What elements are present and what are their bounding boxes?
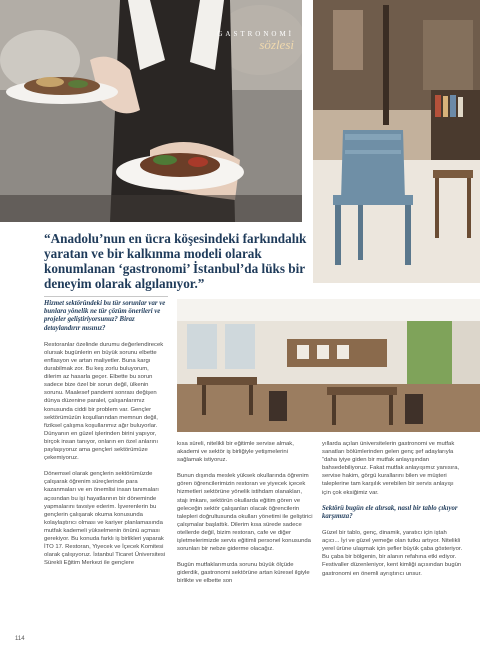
text-column-2 <box>177 440 313 594</box>
paragraph: kısa süreli, nitelikli bir eğitimle servise almak, akademi ve sektör iş birliğiyle yetişmelerini sağlamak istiyoruz. <box>177 441 294 464</box>
paragraph: Bunun dışında meslek yüksek okullarında öğrenim gören öğrencilerimizin restoran ve yiyecek içecek hizmetleri sektörüne yönelik istihdam olanakları, stajı imkanı, sektörün okullarda eğitim gören ve geleceğin sektör çalışanları olacak öğrencilerin talepleri doğrultusunda okulları yönetimi ile geliştirici çalışmalar başlattık. Dilerim kısa sürede sadece otellerde değil, bizim restoran, cafe ve diğer işletmelerimizde servis eğitimli personel konusunda sorunları bir nebze giderme olacağız. <box>177 473 313 553</box>
paragraph: Restoranlar özelinde durumu değerlendirecek olursak bugünlerin en büyük sorunu elbette enflasyon ve artan maliyetler. Buna kargı durabilmak zor. Bu keş zorlu buluyorum, dilerim az hasarla geçer. Elbette bu sorun sadece bize özel bir sorun değil, ülkenin sorunu. Maalesef pandemi sonrası değişen dünya düzenine paralel, çalışanlarımız konusunda ciddi bir problem var. Gençler sektörümüzün koşullarından memnun değil, fiziksel çalışma koşullarımız ağır buluyorlar. Dünyanın en güzel işlerinden birini yapıyor, birçok insan tanıyor, onların en özel anlarını paylaşıyoruz ama gençleri sektörümüze çekemiyoruz. <box>44 341 164 462</box>
magazine-brand: GASTRONOMİ <box>217 30 294 38</box>
paragraph: Güzel bir tablo, genç, dinamik, yaratıcı için iştah açıcı... İyi ve güzel yemeğe olan tutku artıyor. Nitelikli yerel ürüne ulaşmak için şefler büyük çaba gösteriyor. Bu çaba bir bölgenin, bir alanın refahına etki ediyor. Festivaller düzenleniyor, kent kimliği açısından bugün gastronomi en önemli ayrıştırıcı unsur. <box>322 530 463 577</box>
text-column-3 <box>322 440 463 586</box>
interview-question-1: Hizmet sektöründeki bu tür sorunlar var ve bunlara yönelik ne tür çözüm önerileri ve projeler geliştiriyorsunuz? Biraz detaylandırır mısınız? <box>44 300 166 332</box>
cafe-chairs-illustration <box>313 0 480 283</box>
restaurant-interior-photo <box>177 299 480 432</box>
paragraph: Bugün mutfaklarımızda sorunu büyük ölçüde giderdik, gastronomi sektörüne artan küresel ilgiyle birlikte ve elbette son <box>177 562 310 585</box>
restaurant-interior-illustration <box>177 299 480 432</box>
paragraph: yıllarda açılan üniversitelerin gastronomi ve mutfak sanatları bölümlerinden gelen genç şef adaylarıyla “daha iyiye giden bir mutfak anlayışından bahsedebiliyoruz. Fakat mutfak anlayışımız yanısıra, servise hakim, görgü kurallarını bilen ve müşteri taleplerine tam karşılık verebilen bir servis anlayışı için çok eksiğimiz var. <box>322 441 460 496</box>
text-column-1 <box>44 300 166 575</box>
cafe-chairs-photo <box>313 0 480 283</box>
magazine-section-header <box>217 30 294 53</box>
pull-quote: “Anadolu’nun en ücra köşesindeki farkındalık yaratan ve bir kalkınma modeli olarak konumlanan ‘gastronomi’ İstanbul’da lüks bir deneyim olarak algılanıyor.” <box>44 231 307 291</box>
section-word: sözlesi <box>259 37 294 52</box>
paragraph: Dönemsel olarak gençlerin sektörümüzde çalışarak öğrenim süreçlerinde para kazanmaları ve en önemlisi insan tanımaları açısından bu işi hayatlarının bir döneminde yapmalarını tavsiye ederim. İşverenlerin bu gençlerin çalışarak okuma konusunda kolaylaştırıcı olması ve kariyer planlamasında mutfak kademeli yükselmenin önünü açması gerekiyor. Bu konuda farklı iş birlikleri yaparak İTO 17. Restoran, Yiyecek ve İçecek Komitesi olarak çalışıyoruz. İstanbul Ticaret Üniversitesi Sürekli Eğitim Merkezi ile gençlere <box>44 471 166 567</box>
divider-rule <box>44 296 168 297</box>
page-number: 114 <box>15 636 25 642</box>
interview-question-2: Sektörü bugün ele alırsak, nasıl bir tablo çıkıyor karşımıza? <box>322 504 458 520</box>
